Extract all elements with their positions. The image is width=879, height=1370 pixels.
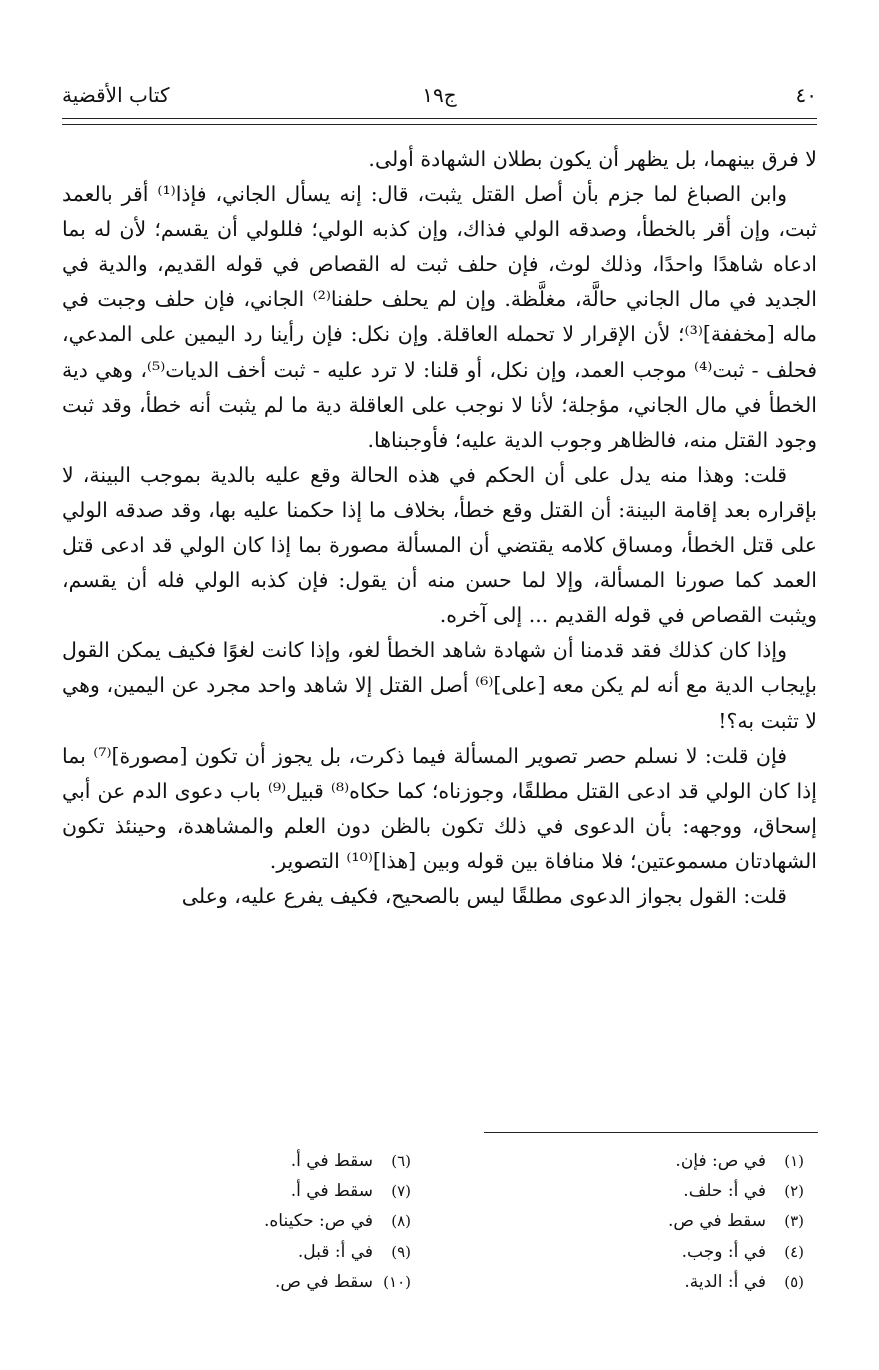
footnote-number: (٢) — [784, 1182, 804, 1201]
footnote — [504, 1267, 804, 1297]
footnote — [504, 1206, 804, 1236]
paragraph: فإن قلت: لا نسلم حصر تصوير المسألة فيما ذكرت، بل يجوز أن تكون [مصورة]⁽⁷⁾ بما إذا كان الولي قد ادعى القتل مطلقًا، وجوزناه؛ كما حكاه⁽⁸⁾ قبيل⁽⁹⁾ باب دعوى الدم عن أبي إسحاق، ووجهه: بأن الدعوى في ذلك تكون بالظن دون العلم والمشاهدة، وحينئذ تكون الشهادتان مسموعتين؛ فلا منافاة بين قوله وبين [هذا]⁽¹⁰⁾ التصوير. — [62, 743, 817, 873]
paragraph: وإذا كان كذلك فقد قدمنا أن شهادة شاهد الخطأ لغو، وإذا كانت لغوًا فكيف يمكن القول بإيجاب الدية مع أنه لم يكن معه [على]⁽⁶⁾ أصل القتل إلا شاهد واحد مجرد عن اليمين، وهي لا تثبت به؟! — [62, 638, 818, 733]
footnote-number: (١) — [784, 1152, 804, 1170]
footnote-number: (٩) — [391, 1242, 411, 1261]
footnote-text: سقط في ص. — [667, 1211, 766, 1232]
page-header — [62, 80, 817, 116]
footnote-number: (٧) — [391, 1182, 411, 1201]
header-rule-bottom — [62, 124, 817, 125]
footnote — [161, 1206, 411, 1236]
footnote — [161, 1267, 411, 1297]
footnote-number: (٦) — [391, 1152, 411, 1170]
footnote-text: في أ: قبل. — [297, 1241, 373, 1262]
footnote — [161, 1146, 411, 1176]
footnote-separator — [484, 1132, 818, 1133]
footnote-text: في أ: الدية. — [684, 1271, 766, 1292]
footnote — [161, 1237, 411, 1267]
footnote-text: في أ: وجب. — [681, 1241, 766, 1262]
footnote-number: (٤) — [784, 1242, 804, 1261]
paragraph: لا فرق بينهما، بل يظهر أن يكون بطلان الشهادة أولى. — [368, 147, 817, 171]
footnotes-right-column — [504, 1146, 804, 1297]
paragraph: وابن الصباغ لما جزم بأن أصل القتل يثبت، قال: إنه يسأل الجاني، فإذا⁽¹⁾ أقر بالعمد ثبت، وإن أقر بالخطأ، وصدقه الولي فذاك، وإن كذبه الولي؛ فللولي أن يقسم؛ لأن له بما ادعاه شاهدًا واحدًا، وذلك لوث، فإن حلف ثبت له القصاص في قوله القديم، والدية في الجديد في مال الجاني حالَّة، مغلَّظة. وإن لم يحلف حلفنا⁽²⁾ الجاني، فإن حلف وجبت في ماله [مخففة]⁽³⁾؛ لأن الإقرار لا تحمله العاقلة. وإن نكل: فإن رأينا رد اليمين على المدعي، فحلف - ثبت⁽⁴⁾ موجب العمد، وإن نكل، أو قلنا: لا ترد عليه - ثبت أخف الديات⁽⁵⁾، وهي دية الخطأ في مال الجاني، مؤجلة؛ لأنا لا نوجب على العاقلة دية ما لم يثبت أنه خطأ، وقد ثبت وجود القتل منه، فالظاهر وجوب الدية عليه؛ فأوجبناها. — [62, 182, 817, 452]
footnote-text: سقط في أ. — [290, 1181, 373, 1202]
volume-label: ج١٩ — [422, 83, 457, 107]
footnote-text: في ص: فإن. — [675, 1151, 766, 1171]
footnote — [161, 1176, 411, 1206]
footnote-text: في ص: حكيناه. — [263, 1211, 373, 1232]
footnotes-left-column — [161, 1146, 411, 1297]
footnote-text: سقط في أ. — [290, 1151, 373, 1171]
footnote — [504, 1146, 804, 1176]
footnote — [504, 1237, 804, 1267]
footnote-text: سقط في ص. — [274, 1271, 373, 1292]
footnote-number: (١٠) — [383, 1272, 411, 1291]
paragraph: قلت: وهذا منه يدل على أن الحكم في هذه الحالة وقع عليه بالدية بموجب البينة، لا بإقراره بعد إقامة البينة: أن القتل وقع خطأ، بخلاف ما إذا حكمنا عليه بها، وقد صدقه الولي على قتل الخطأ، ومساق كلامه يقتضي أن المسألة مصورة بما إذا كان الولي قد ادعى قتل العمد كما صورنا المسألة، وإلا لما حسن منه أن يقول: فإن كذبه الولي فله أن يقسم، ويثبت القصاص في قوله القديم ... إلى آخره. — [62, 462, 817, 628]
main-text — [62, 142, 817, 914]
header-rule-top — [62, 118, 817, 119]
paragraph: قلت: القول بجواز الدعوى مطلقًا ليس بالصحيح، فكيف يفرع عليه، وعلى — [181, 883, 787, 908]
footnote-number: (٥) — [784, 1272, 804, 1291]
page-number: ٤٠ — [795, 83, 817, 107]
footnote-number: (٨) — [391, 1212, 411, 1231]
book-title: كتاب الأقضية — [62, 83, 170, 107]
footnote-text: في أ: حلف. — [683, 1181, 766, 1202]
footnote — [504, 1176, 804, 1206]
footnote-number: (٣) — [784, 1212, 804, 1231]
